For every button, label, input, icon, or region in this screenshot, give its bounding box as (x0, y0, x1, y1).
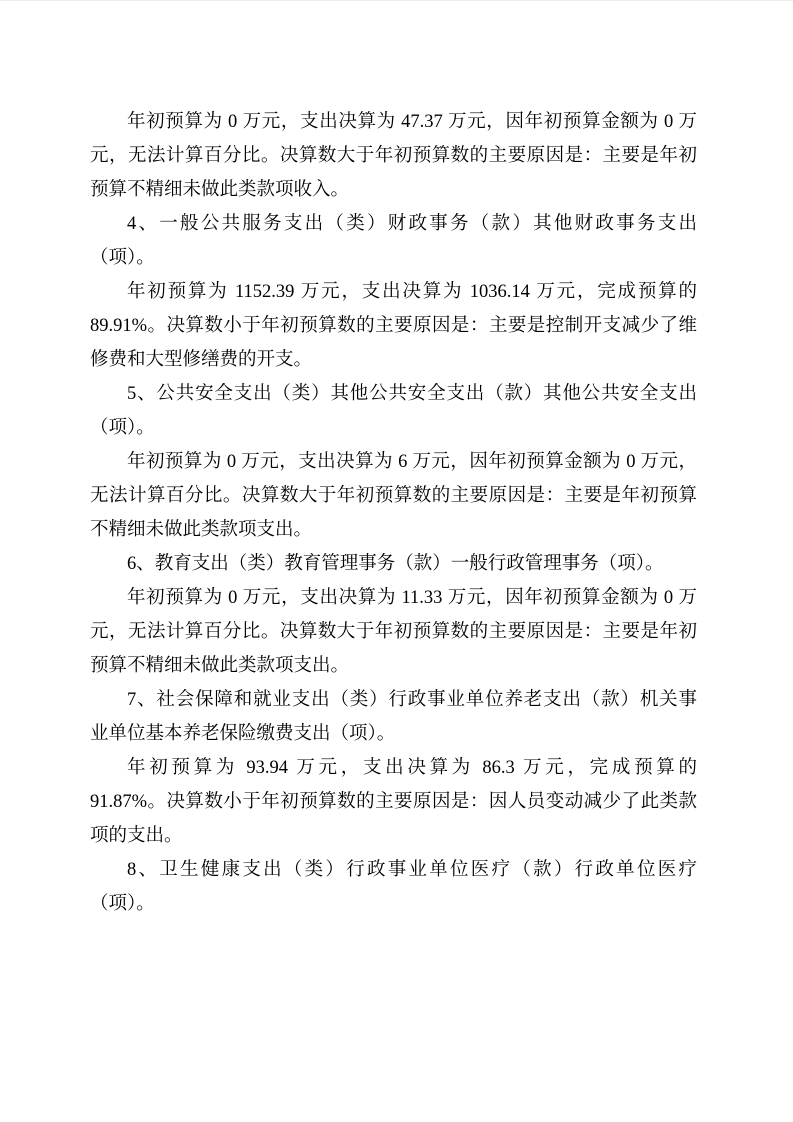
document-line: （项）。 (90, 248, 155, 268)
document-line: 年初预算为 0 万元，支出决算为 11.33 万元，因年初预算金额为 0 万 (127, 588, 697, 608)
document-line: 年初预算为 1152.39 万元，支出决算为 1036.14 万元，完成预算的 (127, 282, 697, 302)
document-line: 项的支出。 (90, 826, 183, 846)
document-line-item-8: 8、卫生健康支出（类）行政事业单位医疗（款）行政单位医疗 (127, 860, 697, 880)
document-line: 89.91%。决算数小于年初预算数的主要原因是：主要是控制开支减少了维 (90, 316, 697, 336)
document-line: （项）。 (90, 894, 155, 914)
page-body-text (90, 105, 697, 921)
document-line: 修费和大型修缮费的开支。 (90, 350, 313, 370)
document-line-item-7: 7、社会保障和就业支出（类）行政事业单位养老支出（款）机关事 (127, 690, 697, 710)
document-line: 年初预算为 0 万元，支出决算为 47.37 万元，因年初预算金额为 0 万 (127, 112, 697, 132)
document-line: 预算不精细未做此类款项支出。 (90, 656, 350, 676)
document-line: 无法计算百分比。决算数大于年初预算数的主要原因是：主要是年初预算 (90, 486, 697, 506)
document-line: 元，无法计算百分比。决算数大于年初预算数的主要原因是：主要是年初 (90, 146, 697, 166)
document-line-item-5: 5、公共安全支出（类）其他公共安全支出（款）其他公共安全支出 (127, 384, 697, 404)
document-line: 年初预算为 0 万元，支出决算为 6 万元，因年初预算金额为 0 万元， (127, 452, 697, 472)
document-line: 预算不精细未做此类款项收入。 (90, 180, 350, 200)
document-line-item-4: 4、一般公共服务支出（类）财政事务（款）其他财政事务支出 (127, 214, 697, 234)
document-line: 业单位基本养老保险缴费支出（项）。 (90, 724, 396, 744)
document-line: 91.87%。决算数小于年初预算数的主要原因是：因人员变动减少了此类款 (90, 792, 697, 812)
document-line-item-6: 6、教育支出（类）教育管理事务（款）一般行政管理事务（项）。 (127, 554, 664, 574)
document-line: 元，无法计算百分比。决算数大于年初预算数的主要原因是：主要是年初 (90, 622, 697, 642)
document-line: 不精细未做此类款项支出。 (90, 520, 313, 540)
document-line: 年初预算为 93.94 万元，支出决算为 86.3 万元，完成预算的 (127, 758, 697, 778)
page-edge (0, 0, 793, 1)
document-line: （项）。 (90, 418, 155, 438)
